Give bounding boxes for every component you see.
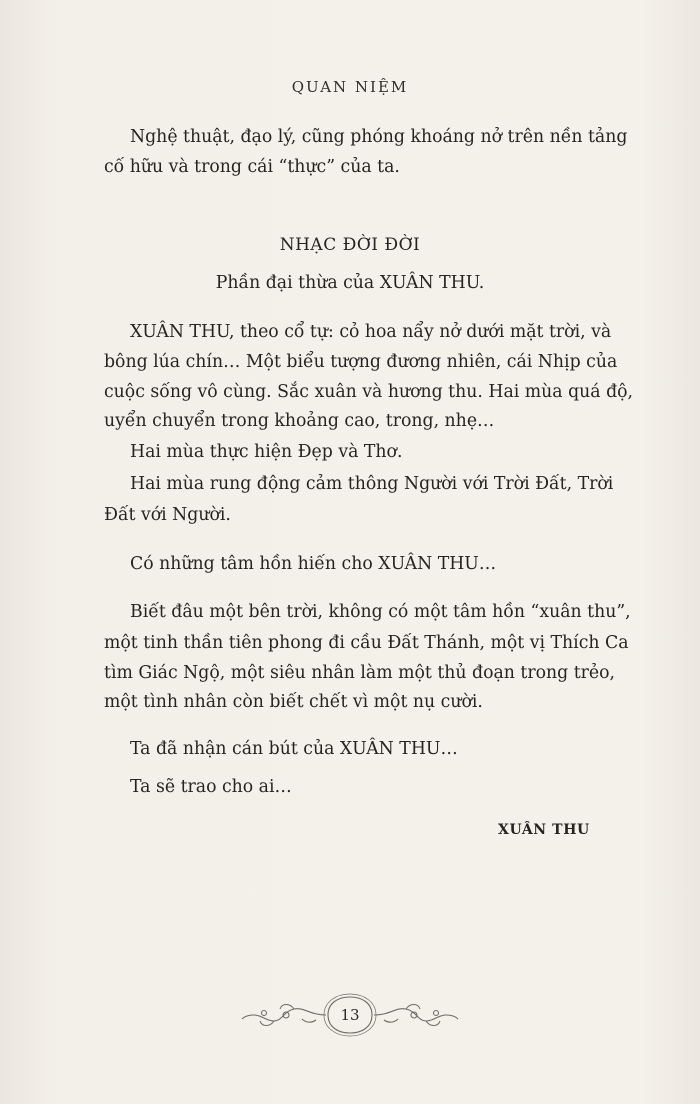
intro-line: Nghệ thuật, đạo lý, cũng phóng khoáng nở trên nền tảng <box>130 127 628 147</box>
paragraph-line: một tinh thần tiên phong đi cầu Đất Thánh, một vị Thích Ca <box>104 633 629 653</box>
paragraph-line: tìm Giác Ngộ, một siêu nhân làm một thủ đoạn trong trẻo, <box>104 663 616 683</box>
page-number: 13 <box>340 1006 360 1024</box>
paragraph-line: Đất với Người. <box>104 505 231 525</box>
signature: XUÂN THU <box>498 822 590 838</box>
paragraph-line: Ta sẽ trao cho ai… <box>130 777 292 797</box>
paragraph-line: XUÂN THU, theo cổ tự: cỏ hoa nẩy nở dưới mặt trời, và <box>130 322 612 342</box>
paragraph-line: Ta đã nhận cán bút của XUÂN THU… <box>130 739 458 759</box>
intro-line: cố hữu và trong cái “thực” của ta. <box>104 157 400 177</box>
running-head: QUAN NIỆM <box>291 78 409 96</box>
paragraph-line: cuộc sống vô cùng. Sắc xuân và hương thu. Hai mùa quá độ, <box>104 382 634 402</box>
subtitle: Phần đại thừa của XUÂN THU. <box>215 273 485 293</box>
paragraph-line: Biết đâu một bên trời, không có một tâm hồn “xuân thu”, <box>130 602 631 622</box>
paragraph-line: một tình nhân còn biết chết vì một nụ cười. <box>104 692 483 712</box>
paragraph-line: Hai mùa thực hiện Đẹp và Thơ. <box>130 442 403 462</box>
paragraph-line: Hai mùa rung động cảm thông Người với Trời Đất, Trời <box>130 474 614 494</box>
paragraph-line: Có những tâm hồn hiến cho XUÂN THU… <box>130 554 497 574</box>
paragraph-line: uyển chuyển trong khoảng cao, trong, nhẹ… <box>104 411 495 431</box>
section-title: NHẠC ĐỜI ĐỜI <box>279 235 421 255</box>
paragraph-line: bông lúa chín… Một biểu tượng đương nhiên, cái Nhịp của <box>104 352 618 372</box>
